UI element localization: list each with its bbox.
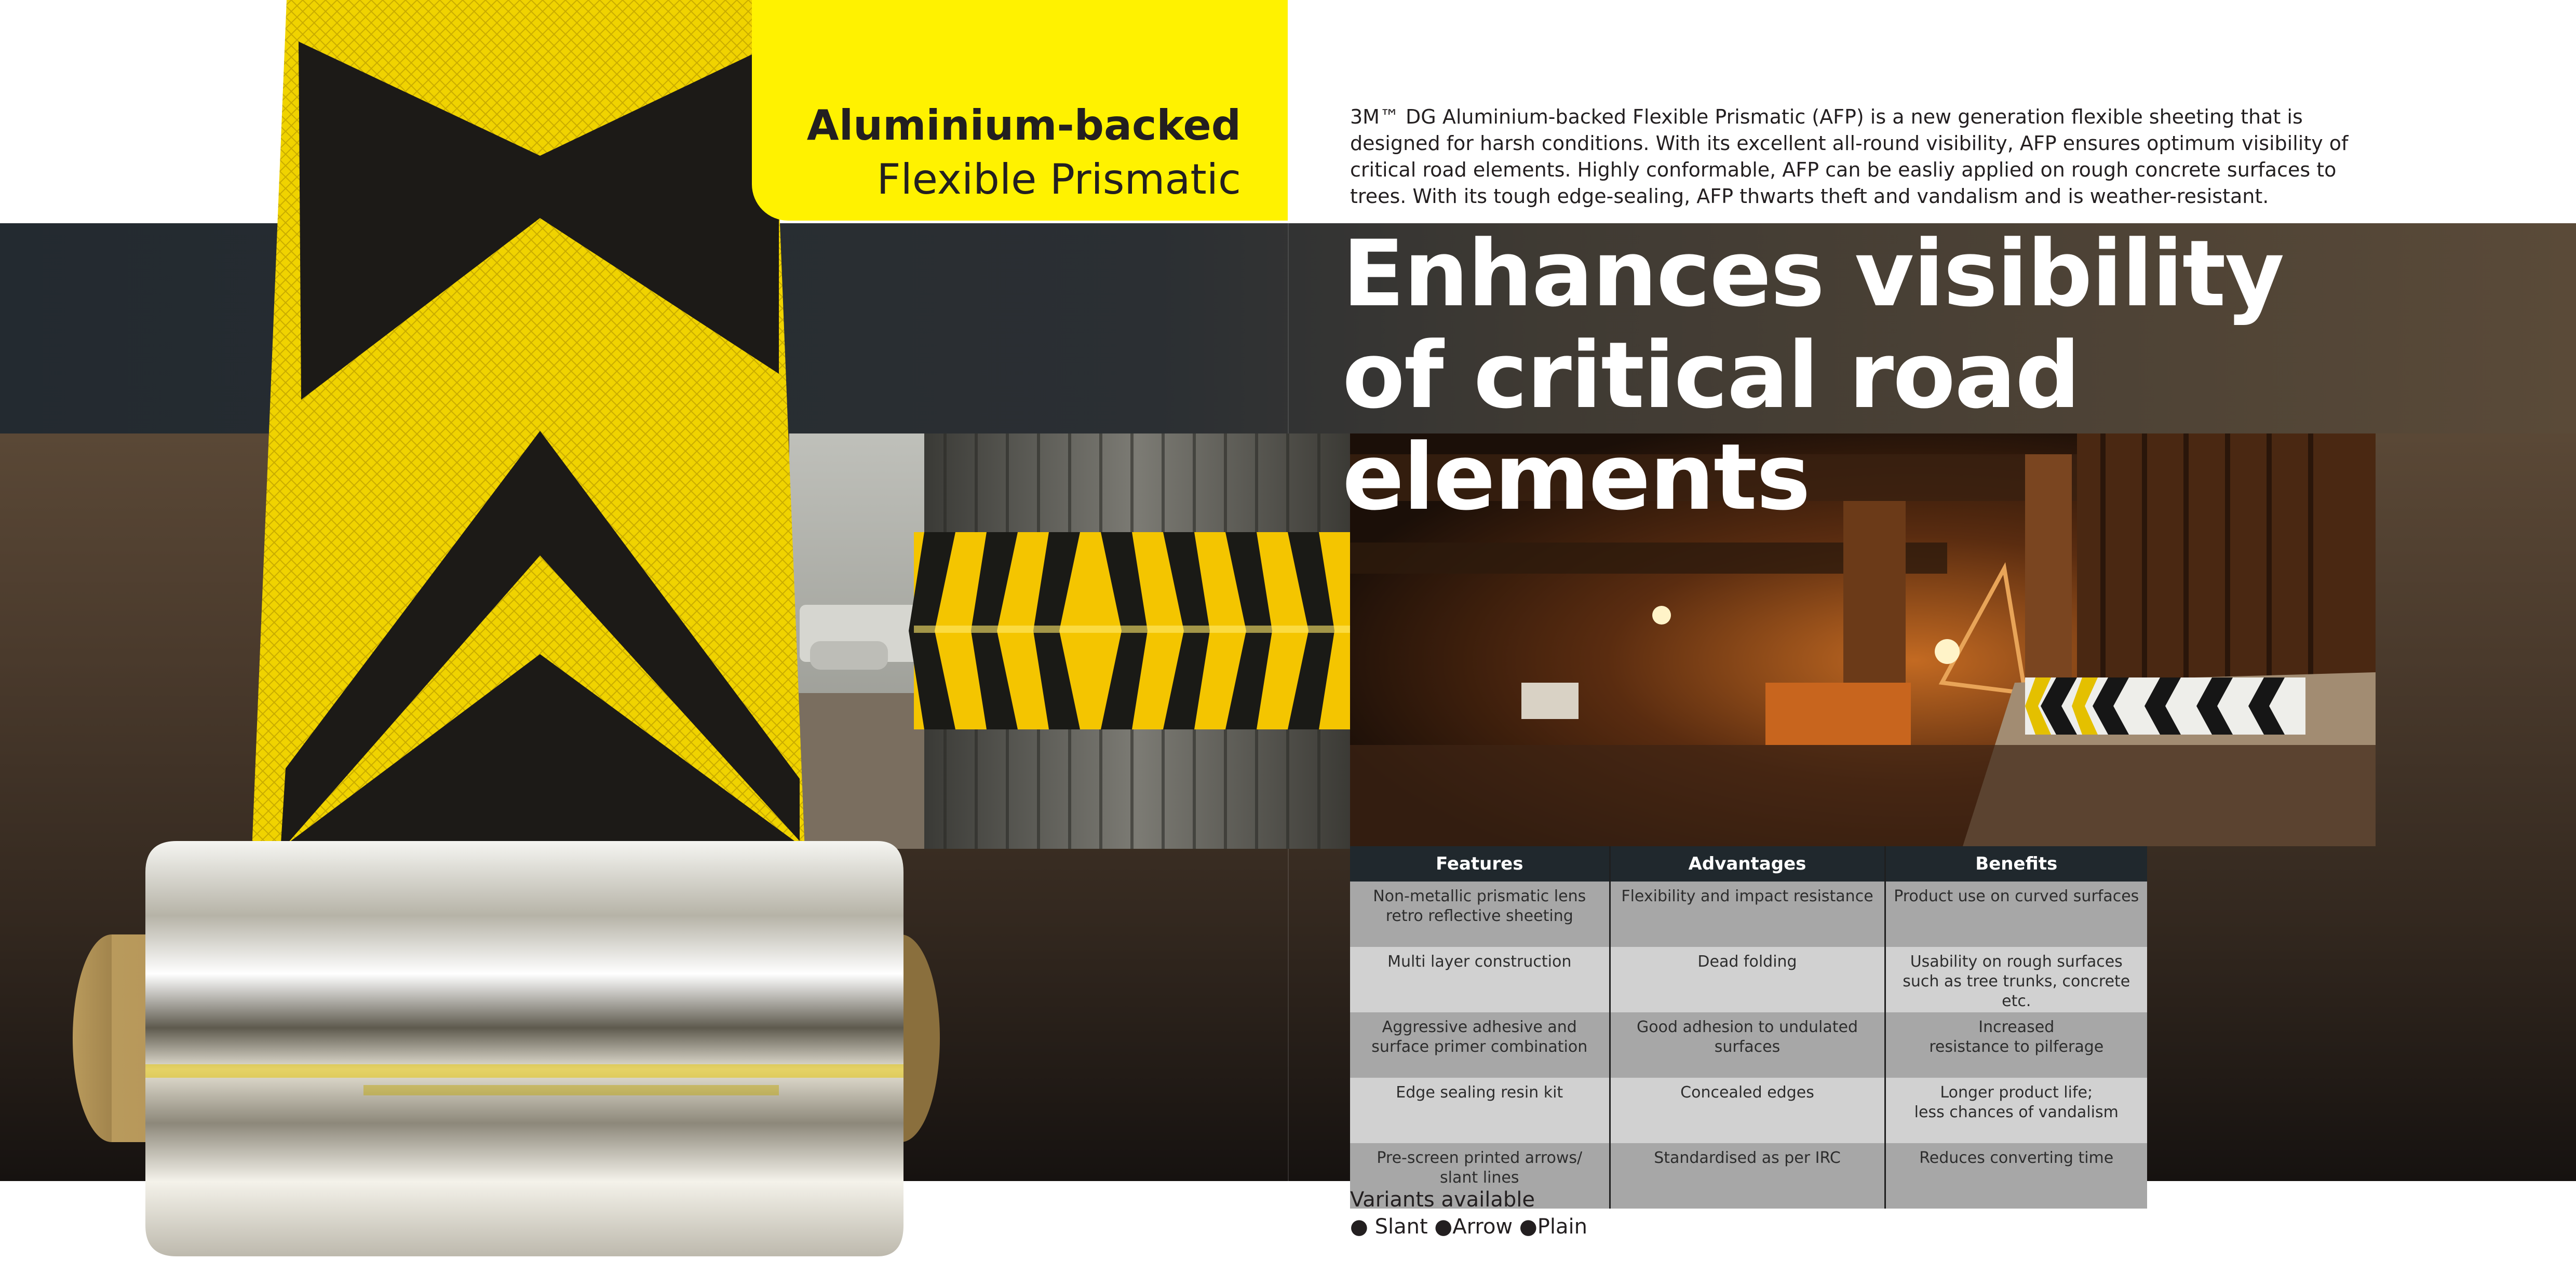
table-header-row: [1350, 846, 2147, 882]
intro-line: 3M™ DG Aluminium-backed Flexible Prismatic (AFP) is a new generation flexible sheeting that is: [1350, 105, 2303, 128]
cell-benefit: Usability on rough surfaces such as tree trunks, concrete etc.: [1885, 947, 2147, 1012]
cell-advantage: Dead folding: [1610, 947, 1885, 1012]
product-title-light: Flexible Prismatic: [876, 155, 1241, 204]
header-advantages: Advantages: [1610, 846, 1885, 882]
variants-label: Variants available: [1350, 1188, 1535, 1212]
features-table: [1350, 846, 2147, 1209]
cell-advantage: Good adhesion to undulated surfaces: [1610, 1012, 1885, 1078]
product-title-bold: Aluminium-backed: [806, 101, 1241, 150]
cell-feature: Edge sealing resin kit: [1350, 1078, 1610, 1143]
cell-advantage: Standardised as per IRC: [1610, 1143, 1885, 1209]
table-row: [1350, 1078, 2147, 1143]
table-row: [1350, 947, 2147, 1012]
cell-benefit: Longer product life; less chances of vandalism: [1885, 1078, 2147, 1143]
intro-line: critical road elements. Highly conformable, AFP can be easliy applied on rough concrete surfaces to: [1350, 158, 2337, 181]
page-headline: [1342, 221, 2537, 531]
cell-feature: Non-metallic prismatic lens retro reflective sheeting: [1350, 882, 1610, 947]
table-row: [1350, 882, 2147, 947]
variants-block: [1350, 1186, 1817, 1240]
cell-feature: Multi layer construction: [1350, 947, 1610, 1012]
cell-feature: Aggressive adhesive and surface primer combination: [1350, 1012, 1610, 1078]
header-features: Features: [1350, 846, 1610, 882]
cell-benefit: Increased resistance to pilferage: [1885, 1012, 2147, 1078]
product-title: [758, 99, 1241, 207]
headline-line-1: Enhances visibility: [1342, 221, 2284, 327]
cell-advantage: Flexibility and impact resistance: [1610, 882, 1885, 947]
cell-advantage: Concealed edges: [1610, 1078, 1885, 1143]
intro-line: designed for harsh conditions. With its excellent all-round visibility, AFP ensures optimum visibility of: [1350, 132, 2349, 155]
intro-line: trees. With its tough edge-sealing, AFP thwarts theft and vandalism and is weather-resistant.: [1350, 185, 2269, 208]
cell-feature: Pre-screen printed arrows/ slant lines: [1350, 1143, 1610, 1209]
headline-line-2: of critical road elements: [1342, 322, 2080, 531]
variants-list: ● Slant ●Arrow ●Plain: [1350, 1215, 1587, 1239]
table-row: [1350, 1012, 2147, 1078]
header-benefits: Benefits: [1885, 846, 2147, 882]
cell-benefit: Reduces converting time: [1885, 1143, 2147, 1209]
intro-paragraph: [1350, 104, 2363, 210]
cell-benefit: Product use on curved surfaces: [1885, 882, 2147, 947]
